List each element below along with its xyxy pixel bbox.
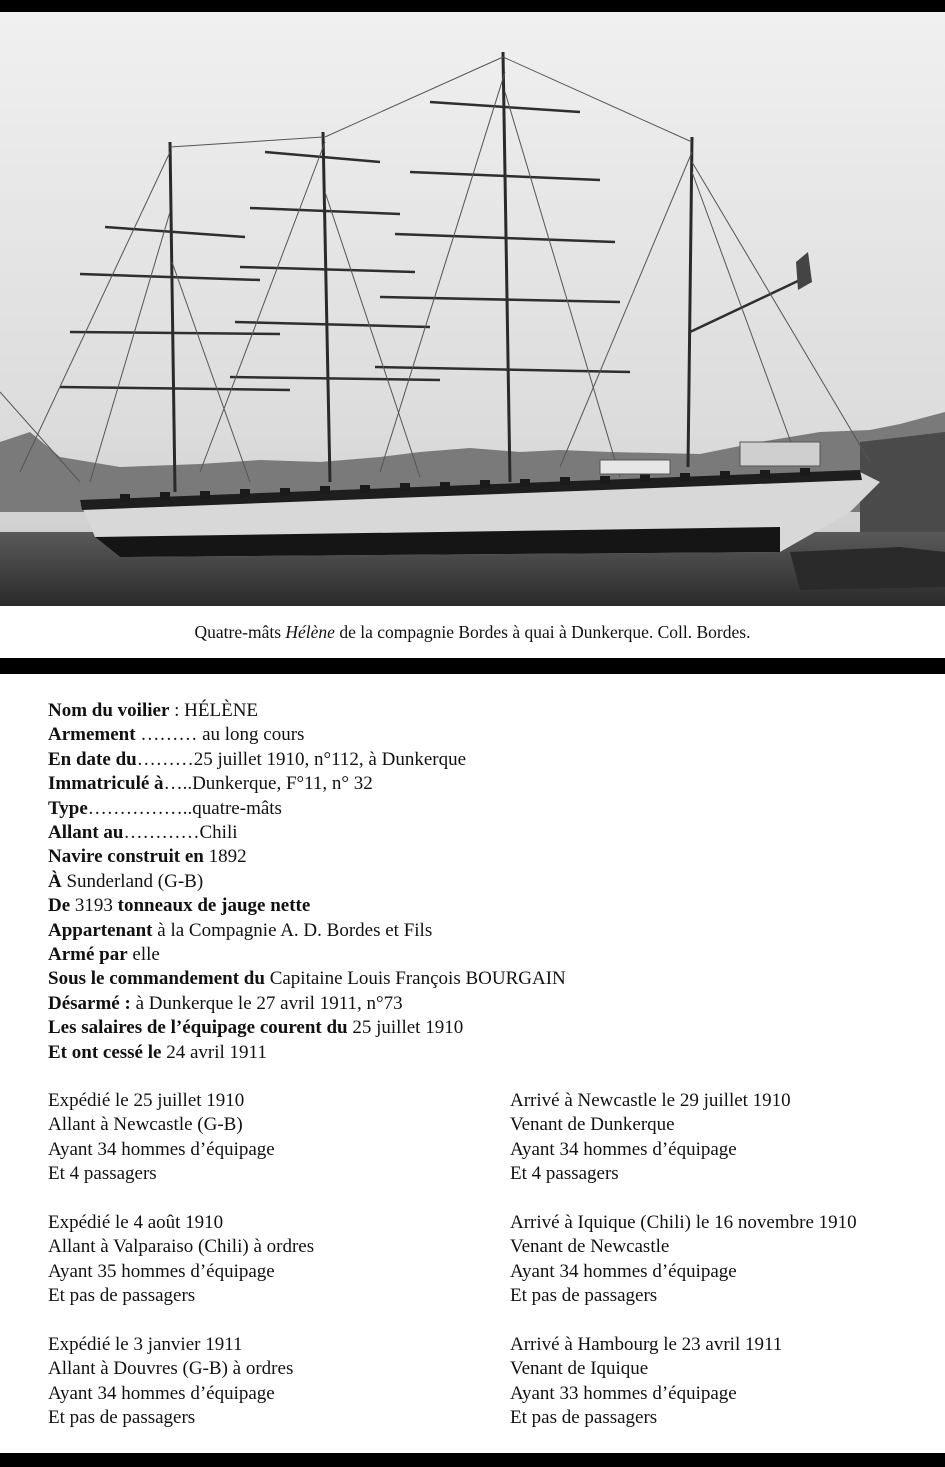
arrival-line: Arrivé à Iquique (Chili) le 16 novembre 1910 (510, 1212, 857, 1233)
caption-ship-name: Hélène (285, 622, 335, 642)
ship-record-document (0, 674, 945, 1453)
field-construit (48, 845, 908, 869)
field-value: …………Chili (123, 822, 238, 844)
arrival-line: Venant de Iquique (510, 1358, 649, 1380)
departure-line: Et pas de passagers (48, 1285, 196, 1307)
departure-line: Ayant 35 hommes d’équipage (48, 1260, 275, 1282)
field-value: 3193 (70, 895, 118, 917)
field-label: Nom du voilier (48, 700, 170, 721)
arrival-line: Et pas de passagers (510, 1407, 658, 1429)
field-label: Sous le commandement du (48, 968, 265, 990)
departure-line: Ayant 34 hommes d’équipage (48, 1138, 275, 1160)
arrival-line: Arrivé à Hambourg le 23 avril 1911 (510, 1334, 783, 1355)
arrival-line: Ayant 34 hommes d’équipage (510, 1260, 737, 1282)
arrival-line: Venant de Newcastle (510, 1236, 670, 1258)
field-value: ……… au long cours (135, 724, 305, 746)
arrival-block (510, 1089, 910, 1187)
photo-caption (0, 606, 945, 658)
field-desarme (48, 992, 908, 1016)
field-label: Immatriculé à (48, 773, 164, 795)
field-label: tonneaux de jauge nette (117, 895, 311, 917)
field-label: Navire construit en (48, 846, 204, 868)
arrival-line: Ayant 34 hommes d’équipage (510, 1138, 737, 1160)
departure-line: Et 4 passagers (48, 1163, 157, 1185)
departure-line: Ayant 34 hommes d’équipage (48, 1382, 275, 1404)
field-label: Allant au (48, 822, 124, 844)
field-value: à Dunkerque le 27 avril 1911, n°73 (130, 992, 403, 1014)
field-label: Et ont cessé le (48, 1041, 162, 1063)
arrival-block (510, 1333, 910, 1431)
caption-prefix: Quatre-mâts (194, 622, 286, 642)
field-jauge (48, 894, 908, 918)
field-name (48, 699, 908, 723)
field-value: ……………..quatre-mâts (87, 797, 282, 819)
departure-block (48, 1333, 488, 1431)
departure-line: Expédié le 4 août 1910 (48, 1212, 224, 1233)
caption-suffix: de la compagnie Bordes à quai à Dunkerque. Coll. Bordes. (334, 622, 751, 642)
departure-block (48, 1211, 488, 1309)
field-immatricule (48, 772, 908, 796)
arrival-block (510, 1211, 910, 1309)
arrival-line: Venant de Dunkerque (510, 1114, 675, 1136)
departure-line: Allant à Newcastle (G-B) (48, 1114, 243, 1136)
field-label: Armé par (48, 944, 128, 966)
field-armement (48, 723, 908, 747)
departure-line: Allant à Douvres (G-B) à ordres (48, 1358, 294, 1380)
field-value: à la Compagnie A. D. Bordes et Fils (152, 919, 433, 941)
field-label: De (48, 895, 71, 917)
arrival-line: Ayant 33 hommes d’équipage (510, 1382, 737, 1404)
voyage-entry (48, 1089, 908, 1211)
ship-record-fields (48, 699, 908, 1065)
field-type (48, 797, 908, 821)
field-value: Sunderland (G-B) (61, 870, 204, 892)
departure-line: Expédié le 25 juillet 1910 (48, 1090, 245, 1111)
field-value: 25 juillet 1910 (347, 1017, 464, 1039)
departure-line: Expédié le 3 janvier 1911 (48, 1334, 243, 1355)
field-label: En date du (48, 748, 137, 770)
field-value: 1892 (203, 846, 247, 868)
field-value: elle (127, 944, 160, 966)
field-date (48, 748, 908, 772)
field-allant (48, 821, 908, 845)
field-label: Les salaires de l’équipage courent du (48, 1017, 348, 1039)
departure-line: Et pas de passagers (48, 1407, 196, 1429)
field-label: Armement (48, 724, 136, 746)
voyage-log (48, 1089, 908, 1455)
field-cesse (48, 1041, 908, 1065)
field-value: : HÉLÈNE (169, 700, 259, 721)
field-label: Appartenant (48, 919, 153, 941)
departure-block (48, 1089, 488, 1187)
voyage-entry (48, 1211, 908, 1333)
field-value: …..Dunkerque, F°11, n° 32 (163, 773, 373, 795)
arrival-line: Arrivé à Newcastle le 29 juillet 1910 (510, 1090, 791, 1111)
departure-line: Allant à Valparaiso (Chili) à ordres (48, 1236, 315, 1258)
field-arme (48, 943, 908, 967)
four-masted-barque-illustration (0, 12, 945, 606)
field-value: Capitaine Louis François BOURGAIN (264, 968, 566, 990)
field-label: Désarmé : (48, 992, 131, 1014)
field-value: ………25 juillet 1910, n°112, à Dunkerque (136, 748, 467, 770)
ship-photograph (0, 12, 945, 606)
field-label: Type (48, 797, 88, 819)
field-value: 24 avril 1911 (161, 1041, 267, 1063)
field-lieu (48, 870, 908, 894)
field-commandement (48, 967, 908, 991)
field-label: À (48, 870, 62, 892)
voyage-entry (48, 1333, 908, 1455)
arrival-line: Et pas de passagers (510, 1285, 658, 1307)
field-salaires (48, 1016, 908, 1040)
field-appartenant (48, 919, 908, 943)
arrival-line: Et 4 passagers (510, 1163, 619, 1185)
